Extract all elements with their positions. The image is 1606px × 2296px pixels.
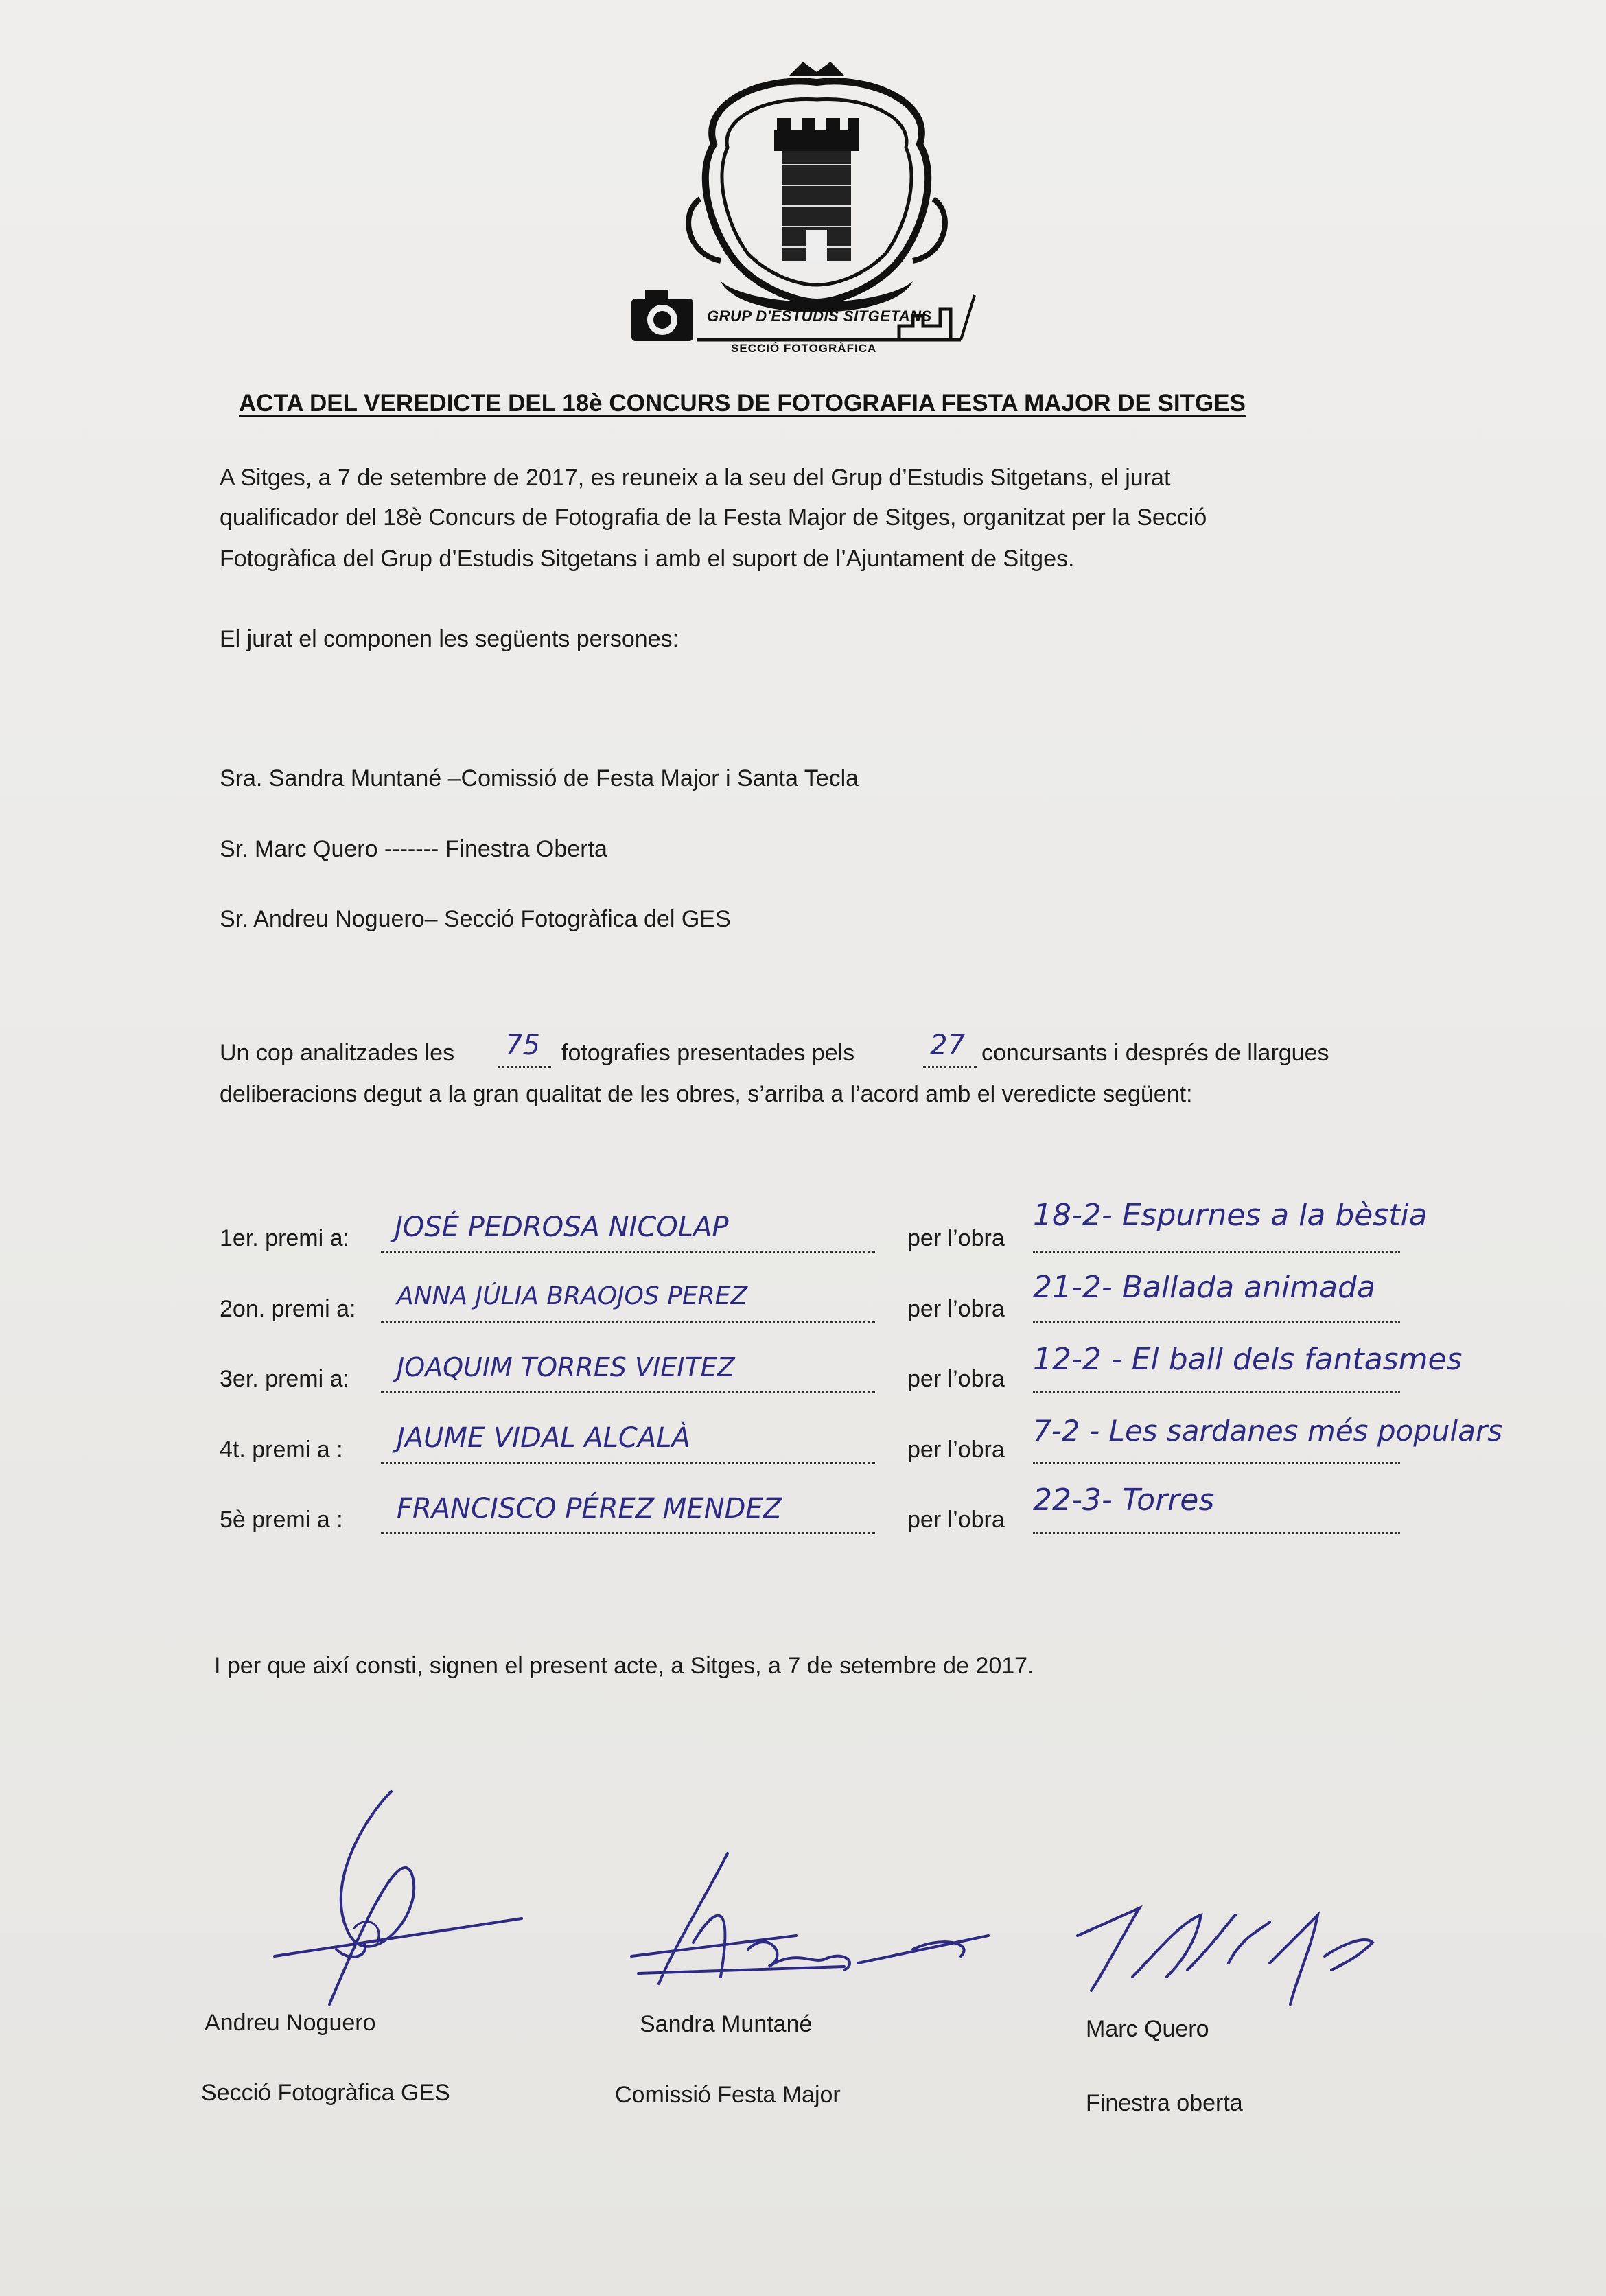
signatory-role-1: Secció Fotogràfica GES (201, 2080, 450, 2106)
signatory-role-3: Finestra oberta (1086, 2090, 1243, 2116)
analysis-text-2: fotografies presentades pels (561, 1040, 855, 1066)
prize-label: 1er. premi a: (220, 1225, 349, 1251)
analysis-line-2: deliberacions degut a la gran qualitat de les obres, s’arriba a l’acord amb el veredicte següent: (220, 1081, 1193, 1107)
signature-sandra-muntane (618, 1846, 1002, 2011)
prize-winner: FRANCISCO PÉREZ MENDEZ (397, 1493, 782, 1524)
signatory-name-2: Sandra Muntané (640, 2011, 813, 2037)
analysis-text-3: concursants i després de llargues (981, 1040, 1329, 1066)
work-blank (1033, 1251, 1400, 1253)
work-blank (1033, 1462, 1400, 1464)
photos-blank (498, 1066, 551, 1068)
contestants-blank (923, 1066, 977, 1068)
intro-line-2: qualificador del 18è Concurs de Fotografia de la Festa Major de Sitges, organitzat per la Secció (220, 505, 1207, 531)
prize-work: 18-2- Espurnes a la bèstia (1033, 1198, 1428, 1233)
signature-andreu-noguero (247, 1778, 535, 2039)
prize-label: 3er. premi a: (220, 1366, 349, 1392)
prize-winner: JOAQUIM TORRES VIEITEZ (397, 1352, 735, 1382)
prize-label: 2on. premi a: (220, 1296, 356, 1322)
work-label: per l’obra (907, 1366, 1005, 1392)
logo-section-name: SECCIÓ FOTOGRÀFICA (731, 342, 877, 355)
prize-winner: JOSÉ PEDROSA NICOLAP (395, 1211, 729, 1243)
intro-line-3: Fotogràfica del Grup d’Estudis Sitgetans i amb el suport de l’Ajuntament de Sitges. (220, 546, 1075, 572)
work-blank (1033, 1532, 1400, 1534)
prize-work: 12-2 - El ball dels fantasmes (1033, 1342, 1463, 1377)
work-label: per l’obra (907, 1296, 1005, 1322)
prize-work: 21-2- Ballada animada (1033, 1270, 1375, 1305)
signatory-role-2: Comissió Festa Major (615, 2082, 841, 2108)
winner-blank (381, 1321, 875, 1323)
winner-blank (381, 1251, 875, 1253)
jury-member-1: Sra. Sandra Muntané –Comissió de Festa Major i Santa Tecla (220, 765, 859, 791)
logo-group-name: GRUP D'ESTUDIS SITGETANS (707, 308, 932, 325)
prize-winner: ANNA JÚLIA BRAOJOS PEREZ (397, 1282, 748, 1310)
work-label: per l’obra (907, 1225, 1005, 1251)
work-label: per l’obra (907, 1507, 1005, 1533)
contestants-count: 27 (930, 1030, 965, 1061)
prize-work: 7-2 - Les sardanes més populars (1033, 1414, 1503, 1448)
photos-count: 75 (505, 1030, 540, 1061)
work-label: per l’obra (907, 1437, 1005, 1463)
signature-marc-quero (1064, 1894, 1393, 2018)
prize-label: 5è premi a : (220, 1507, 343, 1533)
work-blank (1033, 1391, 1400, 1393)
prize-winner: JAUME VIDAL ALCALÀ (397, 1422, 690, 1454)
winner-blank (381, 1391, 875, 1393)
signatory-name-1: Andreu Noguero (205, 2010, 376, 2036)
signatory-name-3: Marc Quero (1086, 2016, 1209, 2042)
analysis-text-1: Un cop analitzades les (220, 1040, 455, 1066)
jury-intro: El jurat el componen les següents persones: (220, 626, 679, 652)
intro-line-1: A Sitges, a 7 de setembre de 2017, es reuneix a la seu del Grup d’Estudis Sitgetans, el jurat (220, 465, 1171, 491)
prize-label: 4t. premi a : (220, 1437, 343, 1463)
jury-member-2: Sr. Marc Quero ------- Finestra Oberta (220, 836, 607, 862)
winner-blank (381, 1462, 875, 1464)
work-blank (1033, 1321, 1400, 1323)
closing-statement: I per que així consti, signen el present acte, a Sitges, a 7 de setembre de 2017. (214, 1653, 1034, 1679)
jury-member-3: Sr. Andreu Noguero– Secció Fotogràfica del GES (220, 906, 731, 932)
prize-work: 22-3- Torres (1033, 1483, 1215, 1518)
winner-blank (381, 1532, 875, 1534)
document-title: ACTA DEL VEREDICTE DEL 18è CONCURS DE FOTOGRAFIA FESTA MAJOR DE SITGES (239, 390, 1246, 417)
